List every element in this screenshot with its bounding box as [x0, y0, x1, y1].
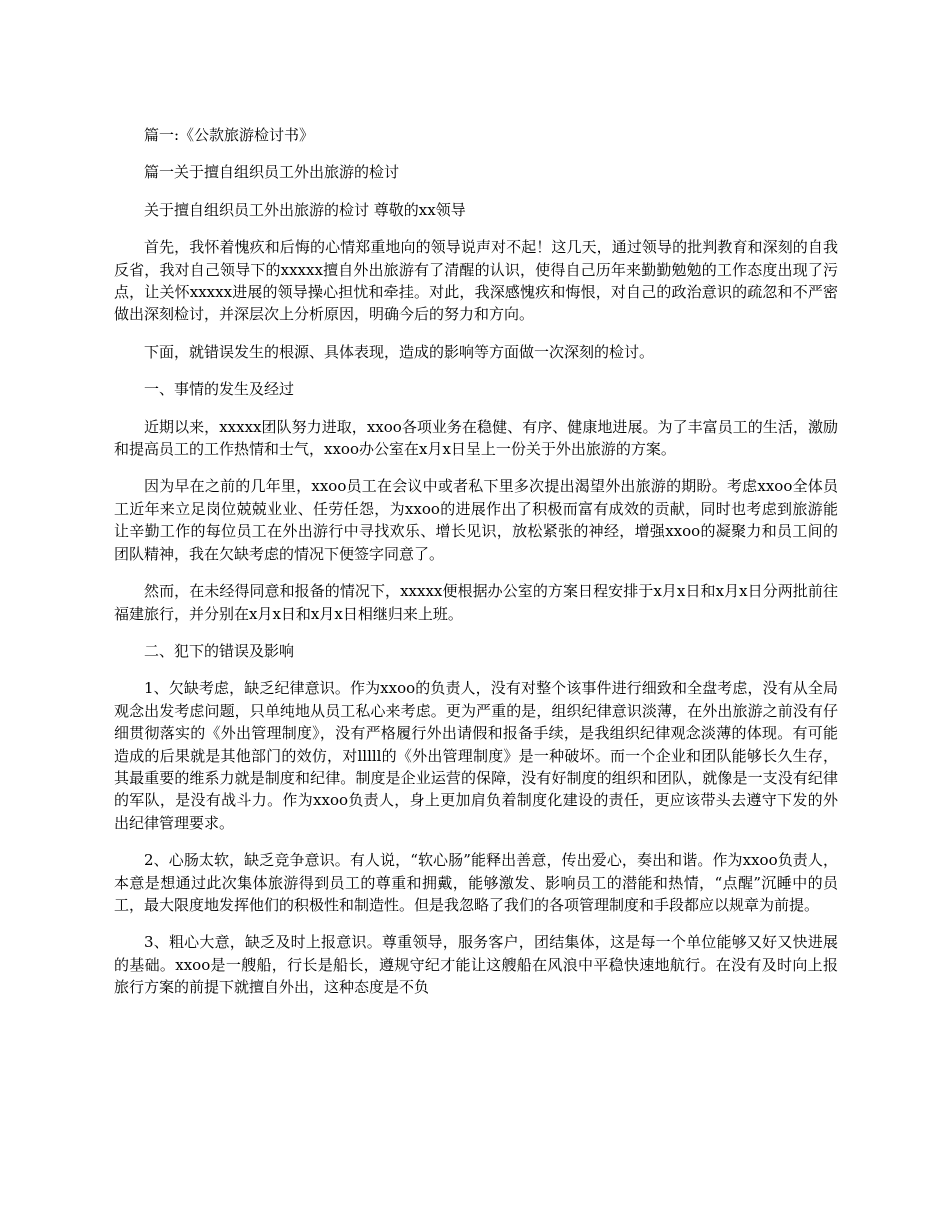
body-paragraph-mistake-3: 3、粗心大意，缺乏及时上报意识。尊重领导，服务客户，团结集体，这是每一个单位能够又好又快进展的基础。xxoo是一艘船，行长是船长，遵规守纪才能让这艘船在风浪中平稳快速地航行。在没有及时向上报旅行方案的前提下就擅自外出，这种态度是不负 — [114, 933, 838, 997]
body-paragraph-mistake-2: 2、心肠太软，缺乏竞争意识。有人说，“软心肠”能释出善意，传出爱心，奏出和谐。作为xxoo负责人，本意是想通过此次集体旅游得到员工的尊重和拥戴，能够激发、影响员工的潜能和热情，“点醒”沉睡中的员工，最大限度地发挥他们的积极性和制造性。但是我忽略了我们的各项管理制度和手段都应以规章为前提。 — [114, 851, 838, 914]
body-paragraph-mistake-1: 1、欠缺考虑，缺乏纪律意识。作为xxoo的负责人，没有对整个该事件进行细致和全盘考虑，没有从全局观念出发考虑问题，只单纯地从员工私心来考虑。更为严重的是，组织纪律意识淡薄，在外出旅游之前没有仔细贯彻落实的《外出管理制度》，没有严格履行外出请假和报备手续，是我组织纪律观念淡薄的体现。有可能造成的后果就是其他部门的效仿，对lllll的《外出管理制度》是一种破坏。而一个企业和团队能够长久生存，其最重要的维系力就是制度和纪律。制度是企业运营的保障，没有好制度的组织和团队，就像是一支没有纪律的军队，是没有战斗力。作为xxoo负责人，身上更加肩负着制度化建设的责任，更应该带头去遵守下发的外出纪律管理要求。 — [114, 679, 838, 832]
body-paragraph-intro: 首先，我怀着愧疚和后悔的心情郑重地向的领导说声对不起！这几天，通过领导的批判教育和深刻的自我反省，我对自己领导下的xxxxx擅自外出旅游有了清醒的认识，使得自己历年来勤勤勉勉的工作态度出现了污点，让关怀xxxxx进展的领导操心担忧和牵挂。对此，我深感愧疚和悔恨，对自己的政治意识的疏忽和不严密做出深刻检讨，并深层次上分析原因，明确今后的努力和方向。 — [114, 238, 838, 324]
body-paragraph-events-3: 然而，在未经得同意和报备的情况下，xxxxx便根据办公室的方案日程安排于x月x日和x月x日分两批前往福建旅行，并分别在x月x日和x月x日相继归来上班。 — [114, 582, 838, 623]
section-heading-mistakes: 二、犯下的错误及影响 — [144, 641, 295, 660]
heading-article-title: 篇一关于擅自组织员工外出旅游的检讨 — [144, 163, 400, 182]
body-paragraph-events-1: 近期以来，xxxxx团队努力进取，xxoo各项业务在稳健、有序、健康地进展。为了丰富员工的生活，激励和提高员工的工作热情和士气，xxoo办公室在x月x日呈上一份关于外出旅游的方案。 — [114, 417, 838, 459]
body-paragraph-events-2: 因为早在之前的几年里，xxoo员工在会议中或者私下里多次提出渴望外出旅游的期盼。考虑xxoo全体员工近年来立足岗位兢兢业业、任劳任怨，为xxoo的进展作出了积极而富有成效的贡献，同时也考虑到旅游能让辛勤工作的每位员工在外出游行中寻找欢乐、增长见识，放松紧张的神经，增强xxoo的凝聚力和员工间的团队精神，我在欠缺考虑的情况下便签字同意了。 — [114, 477, 838, 563]
body-paragraph-overview: 下面，就错误发生的根源、具体表现，造成的影响等方面做一次深刻的检讨。 — [144, 342, 655, 361]
document-page — [114, 124, 838, 1014]
salutation-line: 关于擅自组织员工外出旅游的检讨 尊敬的xx领导 — [144, 200, 466, 219]
heading-source-title: 篇一:《公款旅游检讨书》 — [144, 126, 315, 144]
section-heading-events: 一、事情的发生及经过 — [144, 380, 295, 399]
